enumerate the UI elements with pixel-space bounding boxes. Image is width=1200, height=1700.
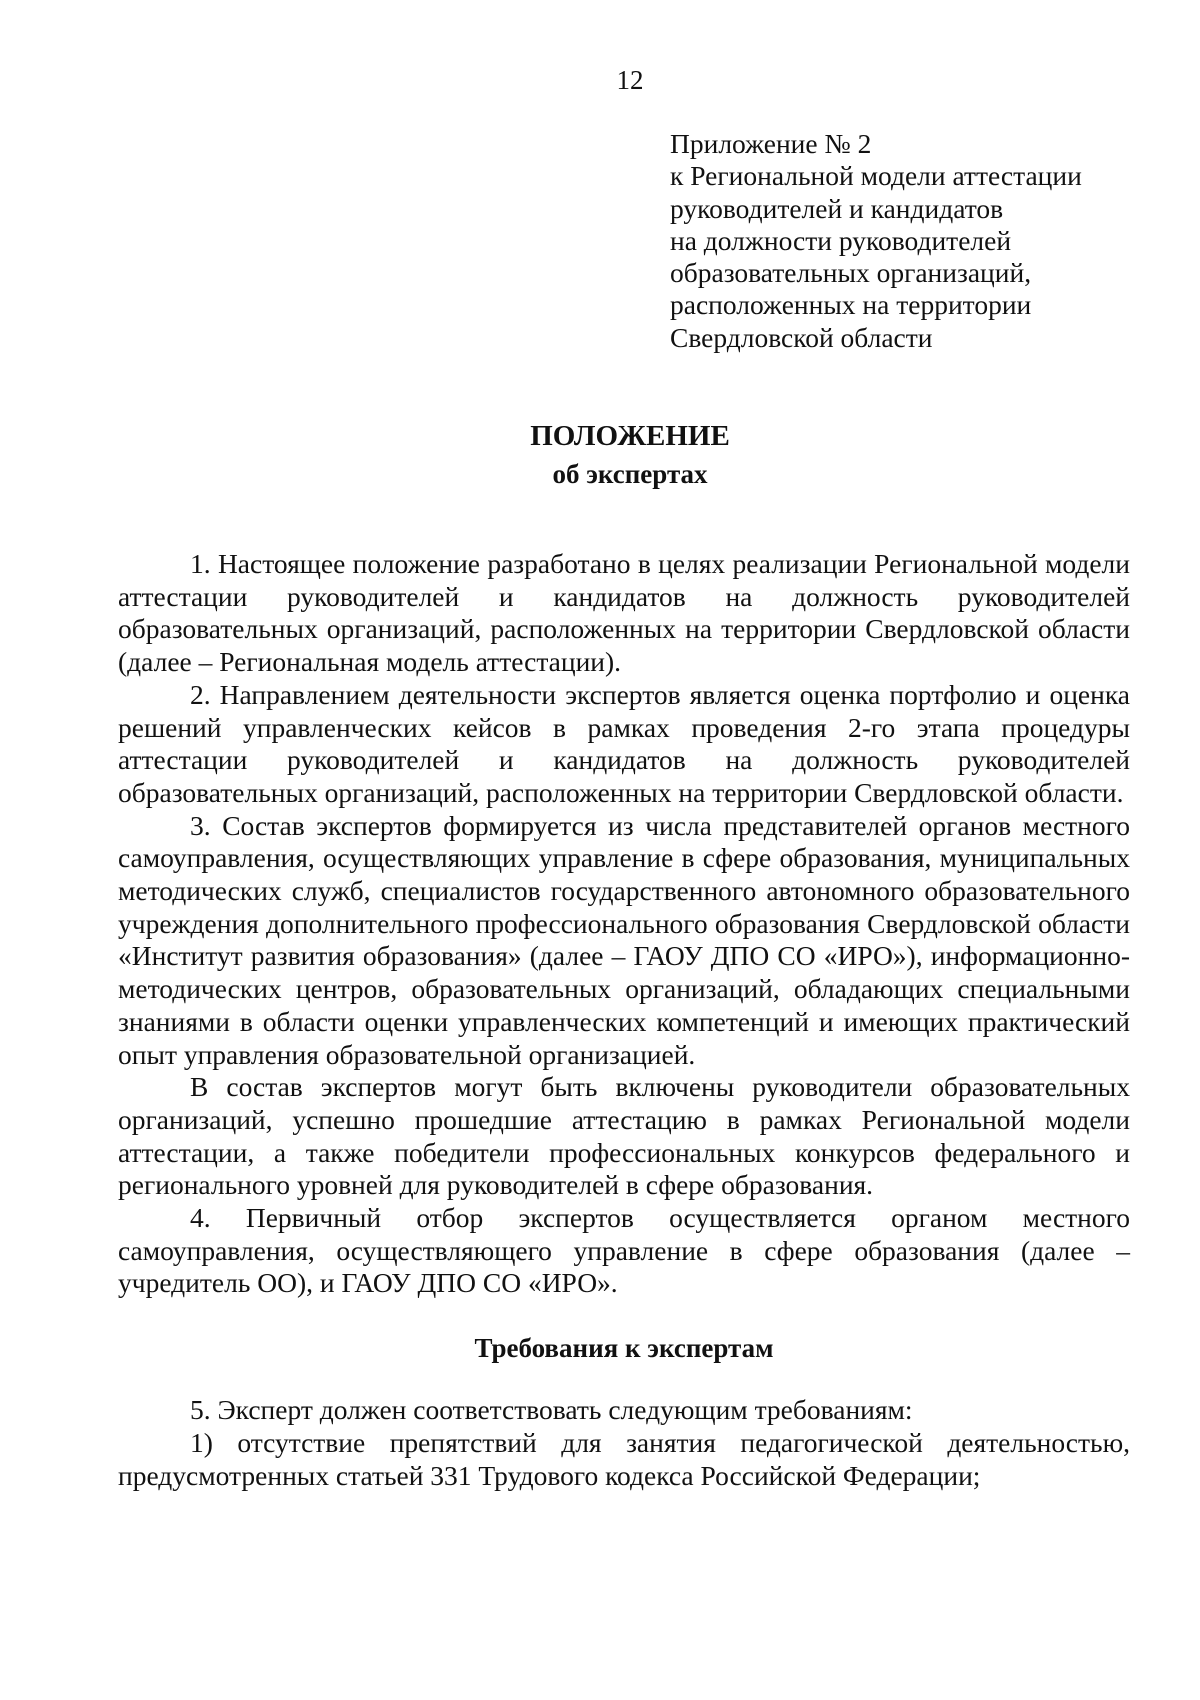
paragraph-5: 5. Эксперт должен соответствовать следующим требованиям: [190,1394,913,1426]
requirement-item-1: 1) отсутствие препятствий для занятия педагогической деятельностью, предусмотренных статьей 331 Трудового кодекса Российской Федерации; [118,1426,1130,1491]
appendix-line: образовательных организаций, [670,257,1032,289]
document-title: ПОЛОЖЕНИЕ [530,420,730,452]
section-heading: Требования к экспертам [474,1333,774,1364]
paragraph-3-continuation: В состав экспертов могут быть включены руководители образовательных организаций, успешно прошедшие аттестацию в рамках Региональной модели аттестации, а также победители профессиональных конкурсов федерального и регионального уровней для руководителей в сфере образования. [118,1071,1130,1201]
paragraph-3: 3. Состав экспертов формируется из числа представителей органов местного самоуправления, осуществляющих управление в сфере образования, муниципальных методических служб, специалистов государственного автономного образовательного учреждения дополнительного профессионального образования Свердловской области «Институт развития образования» (далее – ГАОУ ДПО СО «ИРО»), информационно-методических центров, образовательных организаций, обладающих специальными знаниями в области оценки управленческих компетенций и имеющих практический опыт управления образовательной организацией. [118,809,1130,1070]
document-subtitle: об экспертах [552,459,708,489]
page-number: 12 [616,65,644,95]
paragraph-2: 2. Направлением деятельности экспертов является оценка портфолио и оценка решений управленческих кейсов в рамках проведения 2-го этапа процедуры аттестации руководителей и кандидатов на должность руководителей образовательных организаций, расположенных на территории Свердловской области. [118,678,1130,808]
appendix-block [670,128,1140,354]
appendix-line: руководителей и кандидатов [670,192,1004,224]
appendix-line: к Региональной модели аттестации [670,160,1082,192]
document-body [118,548,1130,1492]
paragraph-1: 1. Настоящее положение разработано в целях реализации Региональной модели аттестации руководителей и кандидатов на должность руководителей образовательных организаций, расположенных на территории Свердловской области (далее – Региональная модель аттестации). [118,548,1130,678]
appendix-line: Приложение № 2 [670,128,872,159]
appendix-line: расположенных на территории [670,289,1032,321]
paragraph-4: 4. Первичный отбор экспертов осуществляется органом местного самоуправления, осуществляющего управление в сфере образования (далее – учредитель ОО), и ГАОУ ДПО СО «ИРО». [118,1202,1130,1299]
appendix-line: на должности руководителей [670,224,1012,256]
appendix-line: Свердловской области [670,321,933,353]
